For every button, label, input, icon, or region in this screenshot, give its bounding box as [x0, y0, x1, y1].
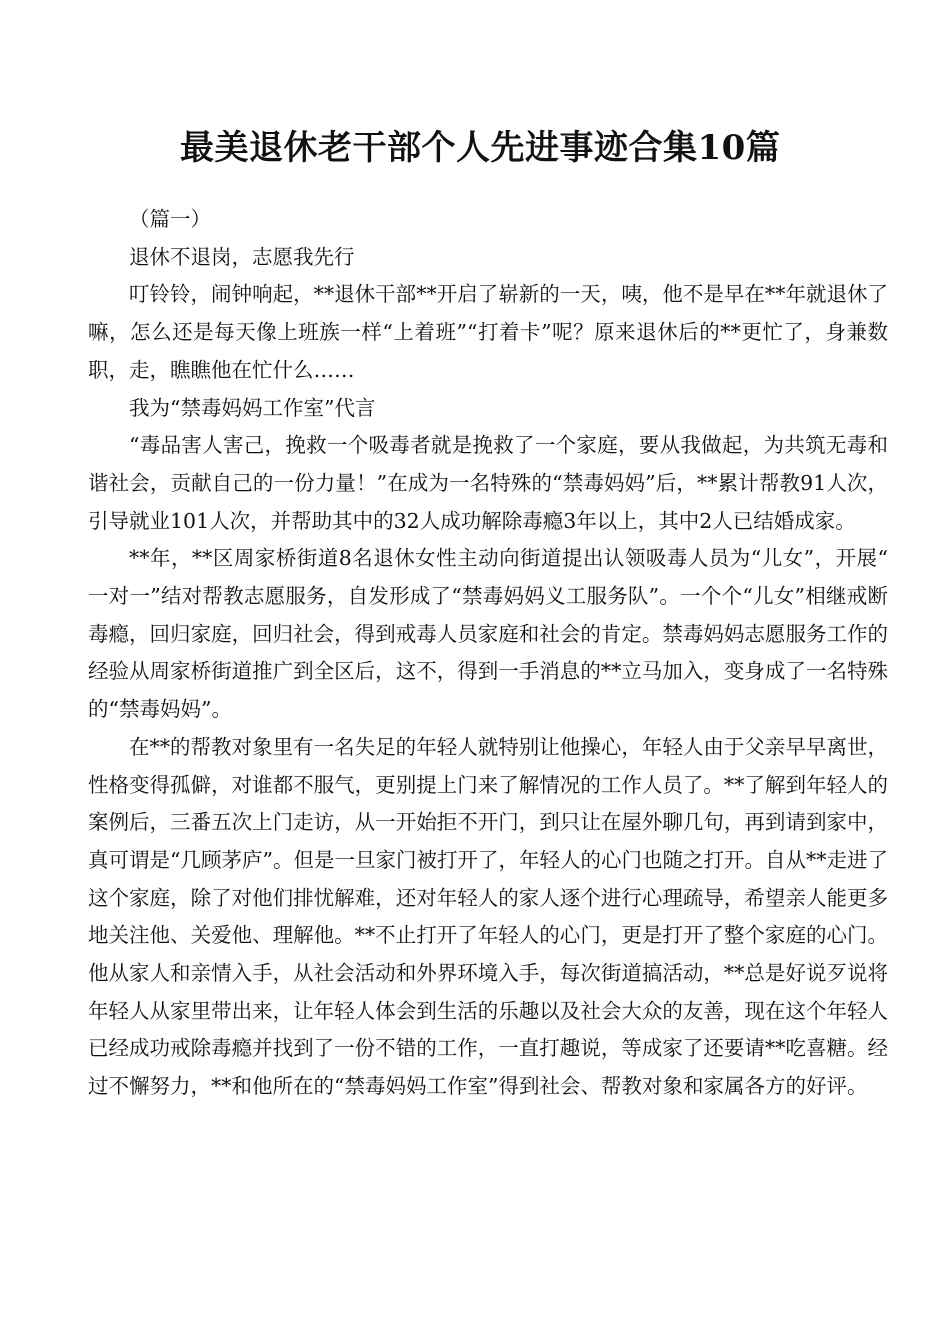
subsection-heading: 我为“禁毒妈妈工作室”代言 — [129, 395, 376, 420]
section-label: （篇一） — [129, 207, 211, 231]
section-heading: 退休不退岗，志愿我先行 — [129, 244, 355, 269]
body-paragraph: 叮铃铃，闹钟响起，**退休干部**开启了崭新的一天，咦，他不是早在**年就退休了嘛，怎么还是每天像上班族一样“上着班”“打着卡”呢？原来退休后的**更忙了，身兼数职，走，瞧瞧他在忙什么…… — [88, 282, 888, 382]
body-paragraph: **年，**区周家桥街道8名退休女性主动向街道提出认领吸毒人员为“儿女”，开展“一对一”结对帮教志愿服务，自发形成了“禁毒妈妈义工服务队”。一个个“儿女”相继戒断毒瘾，回归家庭，回归社会，得到戒毒人员家庭和社会的肯定。禁毒妈妈志愿服务工作的经验从周家桥街道推广到全区后，这不，得到一手消息的**立马加入，变身成了一名特殊的“禁毒妈妈”。 — [88, 546, 888, 722]
document-body — [88, 201, 888, 1106]
body-paragraph: 在**的帮教对象里有一名失足的年轻人就特别让他操心，年轻人由于父亲早早离世，性格变得孤僻，对谁都不服气，更别提上门来了解情况的工作人员了。**了解到年轻人的案例后，三番五次上门走访，从一开始拒不开门，到只让在屋外聊几句，再到请到家中，真可谓是“几顾茅庐”。但是一旦家门被打开了，年轻人的心门也随之打开。自从**走进了这个家庭，除了对他们排忧解难，还对年轻人的家人逐个进行心理疏导，希望亲人能更多地关注他、关爱他、理解他。**不止打开了年轻人的心门，更是打开了整个家庭的心门。他从家人和亲情入手，从社会活动和外界环境入手，每次街道搞活动，**总是好说歹说将年轻人从家里带出来，让年轻人体会到生活的乐趣以及社会大众的友善，现在这个年轻人已经成功戒除毒瘾并找到了一份不错的工作，一直打趣说，等成家了还要请**吃喜糖。经过不懈努力，**和他所在的“禁毒妈妈工作室”得到社会、帮教对象和家属各方的好评。 — [88, 734, 888, 1099]
document-title: 最美退休老干部个人先进事迹合集10篇 — [180, 127, 781, 168]
body-paragraph: “毒品害人害己，挽救一个吸毒者就是挽救了一个家庭，要从我做起，为共筑无毒和谐社会，贡献自己的一份力量！”在成为一名特殊的“禁毒妈妈”后，**累计帮教91人次，引导就业101人次，并帮助其中的32人成功解除毒瘾3年以上，其中2人已结婚成家。 — [88, 433, 888, 533]
